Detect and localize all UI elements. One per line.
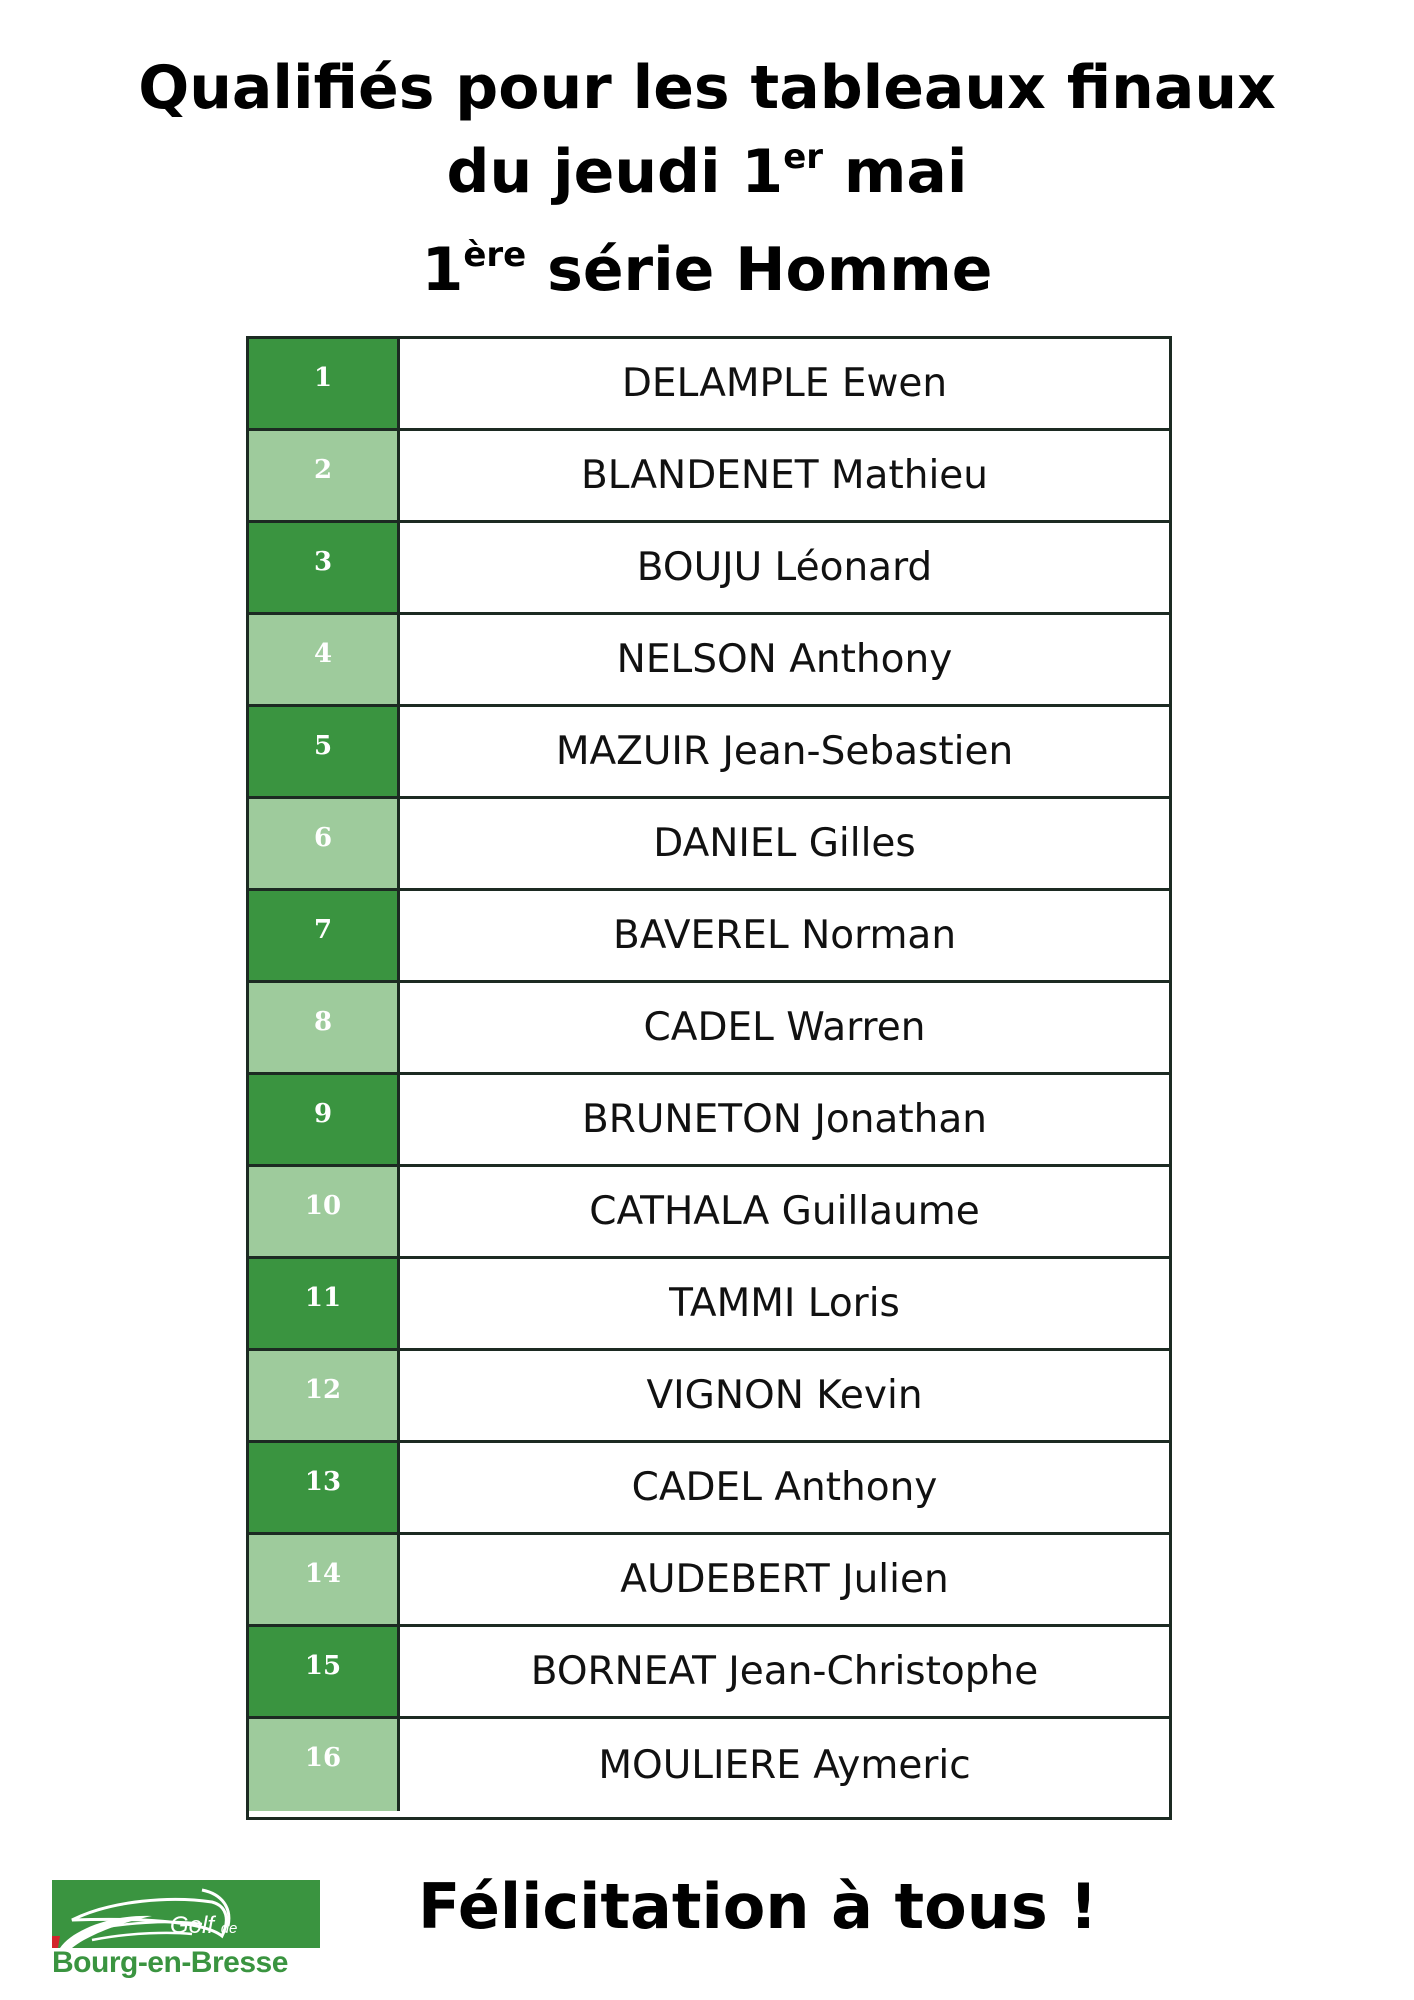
page-title: Qualifiés pour les tableaux finaux <box>138 53 1276 123</box>
table-row <box>249 1351 1169 1443</box>
table-row <box>249 431 1169 523</box>
player-name-cell: BRUNETON Jonathan <box>582 1097 987 1142</box>
logo-club-name: Bourg-en-Bresse <box>52 1946 288 1979</box>
player-name-cell: BORNEAT Jean-Christophe <box>530 1649 1039 1694</box>
player-name-cell: TAMMI Loris <box>669 1281 900 1326</box>
table-row <box>249 1259 1169 1351</box>
player-name-cell: AUDEBERT Julien <box>620 1557 949 1602</box>
table-row <box>249 983 1169 1075</box>
rank-cell: 4 <box>249 615 400 704</box>
rank-cell: 13 <box>249 1443 400 1532</box>
player-name-cell: DELAMPLE Ewen <box>621 361 948 406</box>
player-name-cell: BAVEREL Norman <box>612 913 957 958</box>
rank-cell: 7 <box>249 891 400 980</box>
table-row <box>249 339 1169 431</box>
rank-cell: 8 <box>249 983 400 1072</box>
rank-cell: 2 <box>249 431 400 520</box>
table-row <box>249 891 1169 983</box>
player-name-cell: MAZUIR Jean-Sebastien <box>555 729 1014 774</box>
rank-cell: 12 <box>249 1351 400 1440</box>
rank-cell: 16 <box>249 1719 400 1811</box>
logo-golf-text: Golf de <box>170 1912 238 1939</box>
rank-cell: 5 <box>249 707 400 796</box>
table-row <box>249 523 1169 615</box>
rank-cell: 6 <box>249 799 400 888</box>
rank-cell: 10 <box>249 1167 400 1256</box>
player-name-cell: DANIEL Gilles <box>653 821 916 866</box>
player-name-cell: NELSON Anthony <box>616 637 953 682</box>
qualified-players-table <box>246 336 1172 1820</box>
player-name-cell: CADEL Anthony <box>631 1465 938 1510</box>
player-name-cell: CADEL Warren <box>643 1005 926 1050</box>
table-row <box>249 1167 1169 1259</box>
player-name-cell: BOUJU Léonard <box>636 545 933 590</box>
player-name-cell: CATHALA Guillaume <box>589 1189 980 1234</box>
table-row <box>249 1075 1169 1167</box>
player-name-cell: VIGNON Kevin <box>646 1373 923 1418</box>
table-row <box>249 1443 1169 1535</box>
table-row <box>249 799 1169 891</box>
event-date: du jeudi 1er mai <box>446 137 968 207</box>
table-row <box>249 1627 1169 1719</box>
rank-cell: 1 <box>249 339 400 428</box>
player-name-cell: MOULIERE Aymeric <box>598 1742 971 1788</box>
congratulations-text: Félicitation à tous ! <box>418 1870 1098 1943</box>
rank-cell: 11 <box>249 1259 400 1348</box>
table-row <box>249 707 1169 799</box>
table-row <box>249 1535 1169 1627</box>
table-row <box>249 1719 1169 1811</box>
table-row <box>249 615 1169 707</box>
series-title: 1ère série Homme <box>421 235 993 305</box>
rank-cell: 15 <box>249 1627 400 1716</box>
player-name-cell: BLANDENET Mathieu <box>580 453 989 498</box>
rank-cell: 3 <box>249 523 400 612</box>
rank-cell: 9 <box>249 1075 400 1164</box>
rank-cell: 14 <box>249 1535 400 1624</box>
